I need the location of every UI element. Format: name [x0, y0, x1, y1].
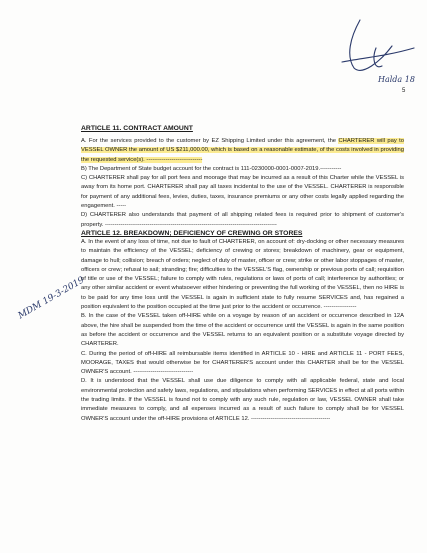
article-11-paragraph-d: D) CHARTERER also understands that payment of all shipping related fees is required prior to shipment of customer's property. ----------------------------------------------------------------------------------------- — [81, 212, 404, 228]
signature-mark — [332, 18, 416, 86]
article-11-a-text: A. For the services provided to the customer by EZ Shipping Limited under this agreement, the — [81, 138, 339, 144]
article-11-paragraph-c: C) CHARTERER shall pay for all port fees and moorage that may be incurred as a result of this Charter while the VESSEL is away from its home port. CHARTERER shall pay all taxes incidental to the use of the VESSEL. CHARTERER is responsible for payment of any additional fees, levies, duties, taxes, insurance premiums or any other costs legally applied regarding the engagement. ----- — [81, 175, 404, 210]
margin-note-text: MDM 19-3-2019 — [16, 275, 87, 322]
article-12-paragraph-d: D. It is understood that the VESSEL shall use due diligence to comply with all applicable federal, state and local environmental protection and safety laws, regulations, and stipulations when performing SERVICES in effect at all ports within the trading limits. If the VESSEL is found not to comply with any such rule, regulation or law, VESSEL OWNER shall take immediate measures to comply, and all expenses incurred as a result of such failure to comply shall be for VESSEL OWNER'S account under the off-HIRE provisions of ARTICLE 12. ----------------------------------------- — [81, 378, 404, 422]
article-11-paragraph-b: B) The Department of State budget account for the contract is 111-0230000-0001-0007-2019.----------- — [81, 165, 342, 172]
article-12-heading: ARTICLE 12. BREAKDOWN; DEFICIENCY OF CREWING OR STORES — [81, 229, 303, 237]
article-11-heading: ARTICLE 11. CONTRACT AMOUNT — [81, 125, 193, 132]
article-12-paragraph-a: A. In the event of any loss of time, not due to fault of CHARTERER, on account of: dry-docking or other necessary measures to maintain the efficiency of the VESSEL; deficiency of crewing or stores; breakdown of machinery, gear or equipment, damage to hull; collision; breach of orders; neglect of duty of master, officer or crew; strike or other labor stoppages of master, officers or crew; refusal to sail; stranding; fire; difficulties to the VESSEL'S flag, ownership or previous ports of call; requisition of title or use of the VESSEL; failure to comply with rules, regulations or laws of ports of call; interference by authorities; or any other similar accident or event whatsoever either hindering or preventing the full working of the VESSEL, then no HIRE is to be paid for any time loss until the VESSEL is again in sufficient state to fully resume SERVICES and, has regained a position equivalent to the position occupied at the time just prior to the accident or occurrence. ----------------- — [81, 238, 404, 311]
highlighted-contract-amount: CHARTERER will pay to VESSEL OWNER the amount of US $211,000.00, which is based on a reasonable estimate, of the costs involved in providing the requested service(s). ----------------------------- — [81, 138, 404, 163]
document-content — [81, 125, 404, 424]
svg-text:Halda 18: Halda 18 — [378, 75, 415, 84]
margin-handwritten-note — [10, 275, 87, 335]
article-12-paragraph-b: B. In the case of the VESSEL taken off-HIRE while on a voyage by reason of an accident or occurrence described in 12A above, the hire shall be suspended from the time of the accident or occurrence until the VESSEL is again in the same position as before the accident or occurrence and the VESSEL returns to an equivalent position or a substitute voyage directed by CHARTERER. — [81, 313, 404, 348]
article-12-paragraph-c: C. During the period of off-HIRE all reimbursable items identified in ARTICLE 10 - HIRE and ARTICLE 11 - PORT FEES, MOORAGE, TAXES that would otherwise be for CHARTERER'S account under this CHARTER shall be for the VESSEL OWNER'S account. ------------------------------- — [81, 350, 404, 376]
page-number: 5 — [402, 88, 406, 94]
article-11-paragraph-a — [81, 137, 404, 165]
